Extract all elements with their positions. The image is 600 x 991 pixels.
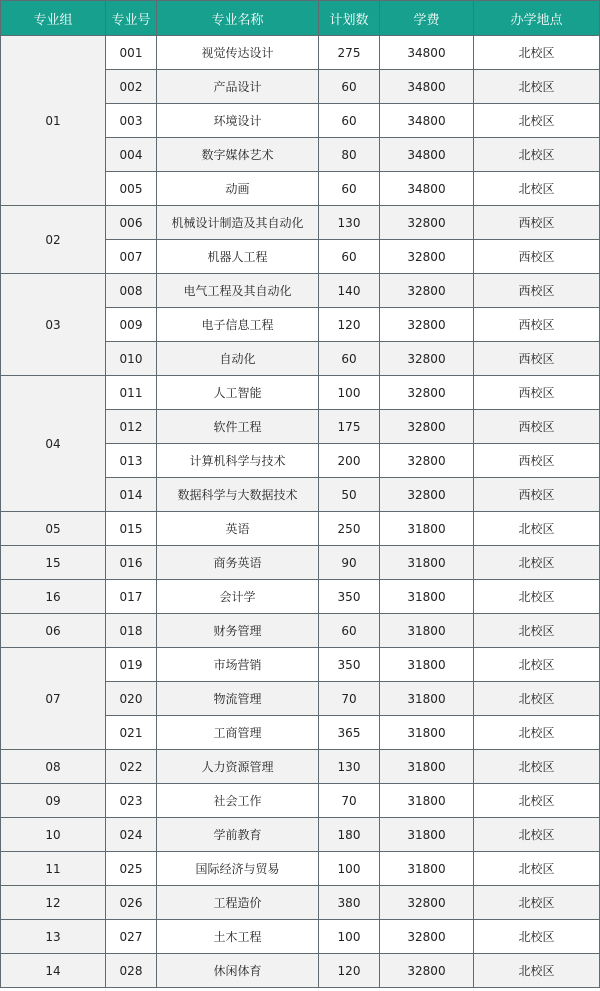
major-name-cell: 计算机科学与技术 [157,444,319,478]
campus-cell: 北校区 [474,512,600,546]
major-code-cell: 003 [106,104,157,138]
major-name-cell: 市场营销 [157,648,319,682]
major-code-cell: 019 [106,648,157,682]
tuition-cell: 32800 [380,376,474,410]
tuition-cell: 34800 [380,172,474,206]
major-name-cell: 社会工作 [157,784,319,818]
plan-count-cell: 200 [319,444,380,478]
tuition-cell: 32800 [380,274,474,308]
table-row [1,920,600,954]
major-name-cell: 动画 [157,172,319,206]
tuition-cell: 32800 [380,308,474,342]
plan-count-cell: 60 [319,240,380,274]
major-name-cell: 自动化 [157,342,319,376]
plan-count-cell: 175 [319,410,380,444]
major-name-cell: 软件工程 [157,410,319,444]
major-code-cell: 007 [106,240,157,274]
group-cell: 04 [1,376,106,512]
plan-count-cell: 60 [319,342,380,376]
tuition-cell: 31800 [380,818,474,852]
campus-cell: 北校区 [474,954,600,988]
group-cell: 06 [1,614,106,648]
campus-cell: 北校区 [474,750,600,784]
major-code-cell: 009 [106,308,157,342]
tuition-cell: 32800 [380,240,474,274]
major-name-cell: 工程造价 [157,886,319,920]
major-name-cell: 视觉传达设计 [157,36,319,70]
plan-count-cell: 180 [319,818,380,852]
major-code-cell: 024 [106,818,157,852]
major-name-cell: 数据科学与大数据技术 [157,478,319,512]
table-row [1,512,600,546]
major-name-cell: 土木工程 [157,920,319,954]
plan-count-cell: 140 [319,274,380,308]
campus-cell: 北校区 [474,546,600,580]
major-name-cell: 机械设计制造及其自动化 [157,206,319,240]
group-cell: 01 [1,36,106,206]
campus-cell: 西校区 [474,274,600,308]
tuition-cell: 32800 [380,954,474,988]
plan-count-cell: 100 [319,920,380,954]
major-code-cell: 020 [106,682,157,716]
major-code-cell: 004 [106,138,157,172]
tuition-cell: 34800 [380,36,474,70]
table-row [1,376,600,410]
campus-cell: 北校区 [474,70,600,104]
major-name-cell: 数字媒体艺术 [157,138,319,172]
campus-cell: 西校区 [474,478,600,512]
plan-count-cell: 60 [319,614,380,648]
group-cell: 14 [1,954,106,988]
major-name-cell: 机器人工程 [157,240,319,274]
major-name-cell: 人力资源管理 [157,750,319,784]
header-group: 专业组 [1,1,106,36]
plan-count-cell: 90 [319,546,380,580]
plan-count-cell: 60 [319,104,380,138]
plan-count-cell: 350 [319,648,380,682]
major-code-cell: 014 [106,478,157,512]
table-row [1,784,600,818]
tuition-cell: 31800 [380,648,474,682]
header-tuition: 学费 [380,1,474,36]
table-row [1,206,600,240]
table-row [1,818,600,852]
plan-count-cell: 50 [319,478,380,512]
major-name-cell: 电子信息工程 [157,308,319,342]
table-row [1,750,600,784]
campus-cell: 西校区 [474,206,600,240]
tuition-cell: 31800 [380,512,474,546]
plan-count-cell: 100 [319,376,380,410]
group-cell: 15 [1,546,106,580]
tuition-cell: 34800 [380,138,474,172]
major-code-cell: 023 [106,784,157,818]
campus-cell: 北校区 [474,104,600,138]
tuition-cell: 32800 [380,478,474,512]
major-code-cell: 021 [106,716,157,750]
table-row [1,580,600,614]
plan-count-cell: 80 [319,138,380,172]
tuition-cell: 32800 [380,444,474,478]
major-name-cell: 休闲体育 [157,954,319,988]
campus-cell: 北校区 [474,716,600,750]
tuition-cell: 32800 [380,886,474,920]
major-code-cell: 012 [106,410,157,444]
campus-cell: 北校区 [474,852,600,886]
major-name-cell: 产品设计 [157,70,319,104]
group-cell: 07 [1,648,106,750]
major-name-cell: 电气工程及其自动化 [157,274,319,308]
tuition-cell: 31800 [380,546,474,580]
campus-cell: 北校区 [474,682,600,716]
group-cell: 08 [1,750,106,784]
group-cell: 02 [1,206,106,274]
table-body [1,36,600,988]
tuition-cell: 31800 [380,716,474,750]
major-code-cell: 015 [106,512,157,546]
header-major-name: 专业名称 [157,1,319,36]
major-name-cell: 财务管理 [157,614,319,648]
campus-cell: 北校区 [474,818,600,852]
major-name-cell: 商务英语 [157,546,319,580]
campus-cell: 北校区 [474,580,600,614]
campus-cell: 北校区 [474,648,600,682]
major-code-cell: 005 [106,172,157,206]
plan-count-cell: 70 [319,682,380,716]
plan-count-cell: 130 [319,750,380,784]
campus-cell: 西校区 [474,444,600,478]
major-code-cell: 018 [106,614,157,648]
tuition-cell: 31800 [380,614,474,648]
major-name-cell: 物流管理 [157,682,319,716]
major-name-cell: 学前教育 [157,818,319,852]
group-cell: 11 [1,852,106,886]
group-cell: 05 [1,512,106,546]
plan-count-cell: 275 [319,36,380,70]
major-name-cell: 工商管理 [157,716,319,750]
plan-count-cell: 100 [319,852,380,886]
table-row [1,954,600,988]
campus-cell: 北校区 [474,138,600,172]
major-code-cell: 016 [106,546,157,580]
major-code-cell: 027 [106,920,157,954]
major-code-cell: 022 [106,750,157,784]
table-header [1,1,600,36]
major-name-cell: 英语 [157,512,319,546]
plan-count-cell: 350 [319,580,380,614]
plan-count-cell: 120 [319,308,380,342]
major-code-cell: 010 [106,342,157,376]
campus-cell: 西校区 [474,342,600,376]
campus-cell: 西校区 [474,410,600,444]
major-code-cell: 028 [106,954,157,988]
plan-count-cell: 130 [319,206,380,240]
table-row [1,852,600,886]
tuition-cell: 32800 [380,342,474,376]
plan-count-cell: 60 [319,70,380,104]
table-row [1,36,600,70]
tuition-cell: 31800 [380,784,474,818]
group-cell: 03 [1,274,106,376]
header-campus: 办学地点 [474,1,600,36]
major-code-cell: 002 [106,70,157,104]
major-code-cell: 017 [106,580,157,614]
plan-count-cell: 120 [319,954,380,988]
campus-cell: 北校区 [474,172,600,206]
tuition-cell: 32800 [380,410,474,444]
major-code-cell: 025 [106,852,157,886]
tuition-cell: 31800 [380,750,474,784]
table-row [1,274,600,308]
plan-count-cell: 250 [319,512,380,546]
major-name-cell: 人工智能 [157,376,319,410]
group-cell: 10 [1,818,106,852]
tuition-cell: 31800 [380,852,474,886]
major-code-cell: 006 [106,206,157,240]
plan-count-cell: 60 [319,172,380,206]
tuition-cell: 34800 [380,70,474,104]
group-cell: 09 [1,784,106,818]
campus-cell: 北校区 [474,920,600,954]
major-code-cell: 008 [106,274,157,308]
group-cell: 12 [1,886,106,920]
campus-cell: 北校区 [474,784,600,818]
campus-cell: 西校区 [474,240,600,274]
tuition-cell: 32800 [380,206,474,240]
group-cell: 13 [1,920,106,954]
major-name-cell: 环境设计 [157,104,319,138]
group-cell: 16 [1,580,106,614]
plan-count-cell: 380 [319,886,380,920]
major-code-cell: 011 [106,376,157,410]
plan-count-cell: 70 [319,784,380,818]
header-code: 专业号 [106,1,157,36]
campus-cell: 北校区 [474,36,600,70]
table-row [1,614,600,648]
tuition-cell: 31800 [380,580,474,614]
campus-cell: 西校区 [474,376,600,410]
campus-cell: 西校区 [474,308,600,342]
major-code-cell: 026 [106,886,157,920]
table-row [1,648,600,682]
plan-count-cell: 365 [319,716,380,750]
major-code-cell: 001 [106,36,157,70]
header-row [1,1,600,36]
tuition-cell: 32800 [380,920,474,954]
table-row [1,546,600,580]
campus-cell: 北校区 [474,886,600,920]
table-row [1,886,600,920]
tuition-cell: 34800 [380,104,474,138]
major-name-cell: 国际经济与贸易 [157,852,319,886]
header-plan-count: 计划数 [319,1,380,36]
tuition-cell: 31800 [380,682,474,716]
campus-cell: 北校区 [474,614,600,648]
major-code-cell: 013 [106,444,157,478]
major-name-cell: 会计学 [157,580,319,614]
